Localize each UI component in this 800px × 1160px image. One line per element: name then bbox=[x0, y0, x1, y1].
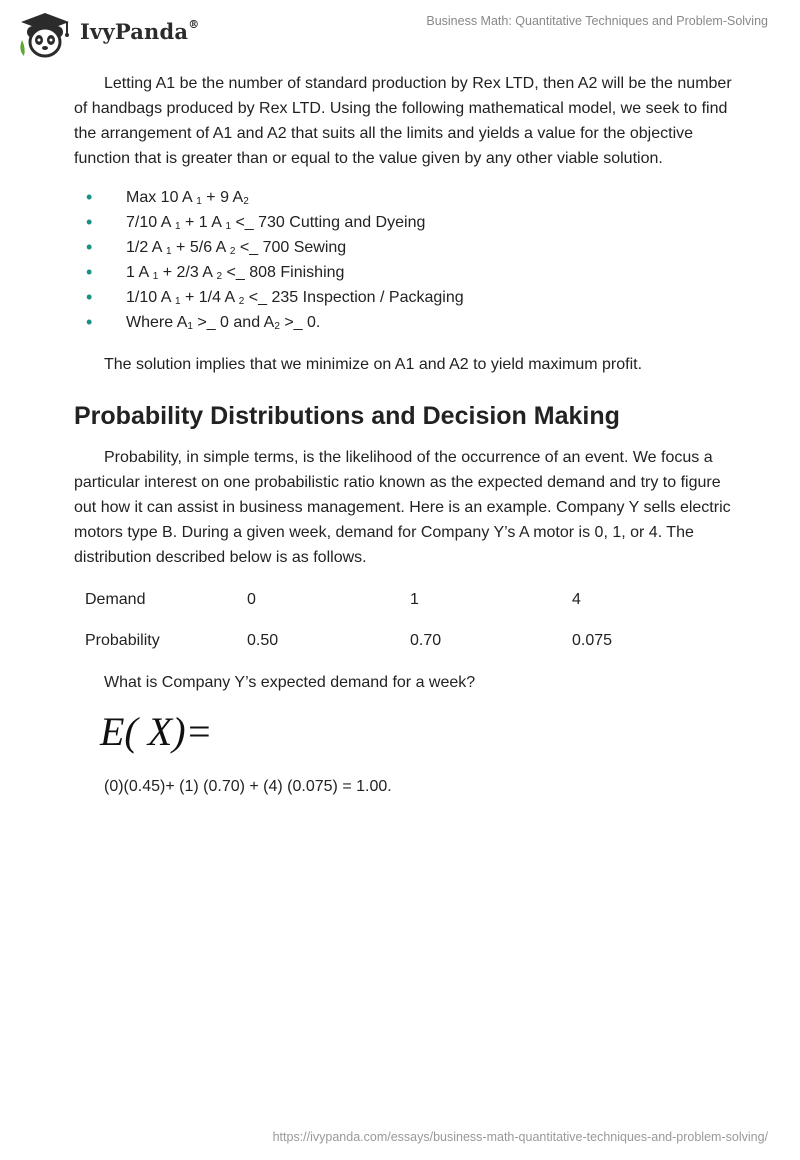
article-body bbox=[74, 71, 734, 799]
list-item: • 1 A $_1$ + 2/3 A $_2$ <_ 808 Finishing bbox=[74, 260, 734, 285]
brand-name[interactable]: IvyPanda® bbox=[80, 18, 200, 44]
table-cell: 0.50 bbox=[247, 632, 279, 649]
expected-value-formula: E( X)= bbox=[100, 709, 213, 754]
table-row bbox=[85, 579, 672, 620]
table-cell: 0 bbox=[247, 591, 256, 608]
distribution-table bbox=[85, 579, 672, 661]
probability-paragraph: Probability, in simple terms, is the likelihood of the occurrence of an event. We focus a particular interest on one probabilistic ratio known as the expected demand and try to figure out how it can assist in business management. Here is an example. Company Y sells electric motors type B. During a given week, demand for Company Y’s A motor is 0, 1, or 4. The distribution described below is as follows. bbox=[74, 449, 731, 566]
table-cell: 0.075 bbox=[572, 632, 613, 649]
list-item: • 7/10 A $_1$ + 1 A $_1$ <_ 730 Cutting and Dyeing bbox=[74, 210, 734, 235]
footer-url[interactable]: https://ivypanda.com/essays/business-math-quantitative-techniques-and-problem-solving/ bbox=[272, 1130, 768, 1144]
document-title: Business Math: Quantitative Techniques and Problem-Solving bbox=[426, 14, 768, 28]
table-cell: Demand bbox=[85, 591, 146, 608]
question-text: What is Company Y’s expected demand for a week? bbox=[104, 674, 476, 691]
list-item: • 1/2 A $_1$ + 5/6 A $_2$ <_ 700 Sewing bbox=[74, 235, 734, 260]
table-row bbox=[85, 620, 672, 661]
section-heading: Probability Distributions and Decision Making bbox=[74, 402, 620, 430]
list-item: • Where $A_1$ >_ 0 and $A_2$ >_ 0. bbox=[74, 310, 734, 335]
table-cell: 4 bbox=[572, 591, 581, 608]
intro-paragraph: Letting A1 be the number of standard production by Rex LTD, then A2 will be the number of handbags produced by Rex LTD. Using the following mathematical model, we seek to find the arrangement of A1 and A2 that suits all the limits and yields a value for the objective function that is greater than or equal to the value given by any other viable solution. bbox=[74, 75, 732, 167]
list-item: • Max 10 A $_1$ + 9 $A_2$ bbox=[74, 185, 734, 210]
table-cell: Probability bbox=[85, 632, 160, 649]
panda-graduate-logo-icon[interactable] bbox=[14, 10, 76, 60]
solution-paragraph: The solution implies that we minimize on A1 and A2 to yield maximum profit. bbox=[104, 356, 643, 373]
linear-model-list bbox=[74, 185, 734, 335]
calculation-text: (0)(0.45)+ (1) (0.70) + (4) (0.075) = 1.00. bbox=[104, 778, 392, 795]
page-header bbox=[0, 0, 800, 70]
table-cell: 1 bbox=[410, 591, 419, 608]
list-item: • 1/10 A $_1$ + 1/4 A $_2$ <_ 235 Inspection / Packaging bbox=[74, 285, 734, 310]
table-cell: 0.70 bbox=[410, 632, 442, 649]
